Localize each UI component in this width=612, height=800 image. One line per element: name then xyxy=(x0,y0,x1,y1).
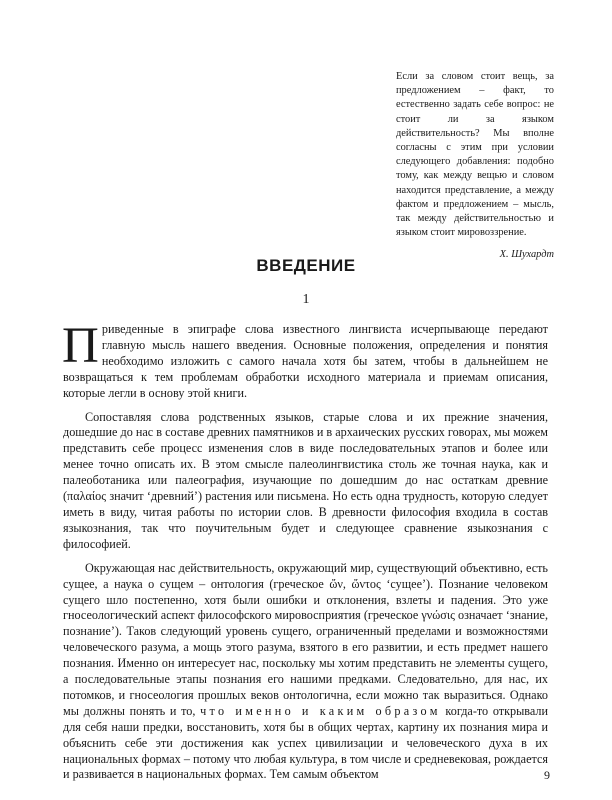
paragraph-1 xyxy=(62,318,548,402)
chapter-title: ВВЕДЕНИЕ xyxy=(256,256,356,275)
page-number: 9 xyxy=(544,768,550,782)
paragraph-3-text-b: когда-то открывали для себя наши предки, восстановить, хотя бы в общих чертах, картину их познания мира и объяснить себе эти достижения как успех цивилизации и человеческого духа в их национальных формах – потому что любая культура, в том числе и средневековая, рождается и развивается в национальных формах. Тем самым объектом xyxy=(63,703,548,782)
epigraph-text: Если за словом стоит вещь, за предложением – факт, то естественно задать себе вопрос: не стоит ли за языком действительность? Мы вполне согласны с этим при условии следующего добавления: подобно тому, как между вещью и словом находится представление, а между фактом и предложением – мысль, так между действительностью и языком стоит мировоззрение. xyxy=(396,71,554,239)
paragraph-3 xyxy=(63,561,548,784)
paragraph-3-text-a: Окружающая нас действительность, окружающий мир, существующий объективно, есть сущее, а наука о сущем – онтология (греческое ὤν, ὤντος ‘сущее’). Познание человеком сущего шло постепенно, хотя были ошибки и отклонения, взлеты и падения. Это уже гносеологический аспект философского мировосприятия (греческое γνώσις означает ‘знание, познание’). Таков следующий уровень сущего, ограниченный пределами и возможностями человеческого разума, а мощь этого разума, взятого в его развитии, и есть предмет нашего познания. Именно он интересует нас, поскольку мы хотим представить не элементы сущего, а последовательные этапы познания его нашими предками. Следовательно, для нас, их потомков, и гносеология прошлых веков онтологична, если можно так выразиться. Однако мы должны понять и то, xyxy=(63,560,548,718)
drop-cap: П xyxy=(62,318,99,374)
paragraph-2: Сопоставляя слова родственных языков, старые слова и их прежние значения, дошедшие до нас в составе древних памятников и в архаических русских говорах, мы можем представить себе процесс изменения слов в виде последовательных этапов и более или менее точно описать их. В этом смысле палеолингвистика столь же точная наука, как и палеоботаника или палеография, изучающие по дошедшим до нас остаткам древние (παλαίος значит ‘древний’) растения или письмена. Но есть одна трудность, которую следует иметь в виду, читая работы по истории слов. В древности философия входила в состав языкознания, так что поучительным будет и следующее сравнение языкознания с философией. xyxy=(63,409,548,551)
body-text xyxy=(62,318,548,783)
epigraph xyxy=(396,70,554,263)
section-number: 1 xyxy=(302,292,310,307)
paragraph-1-text: риведенные в эпиграфе слова известного лингвиста исчерпывающе передают главную мысль нашего введения. Основные положения, определения и понятия необходимо изложить с самого начала хотя бы затем, чтобы в дальнейшем не возвращаться к тем проблемам обработки исходного материала и приемам описания, которые легли в основу этой книги. xyxy=(63,322,548,400)
spaced-emphasis: что именно и каким образом xyxy=(200,703,441,718)
epigraph-author: Х. Шухардт xyxy=(499,249,554,261)
